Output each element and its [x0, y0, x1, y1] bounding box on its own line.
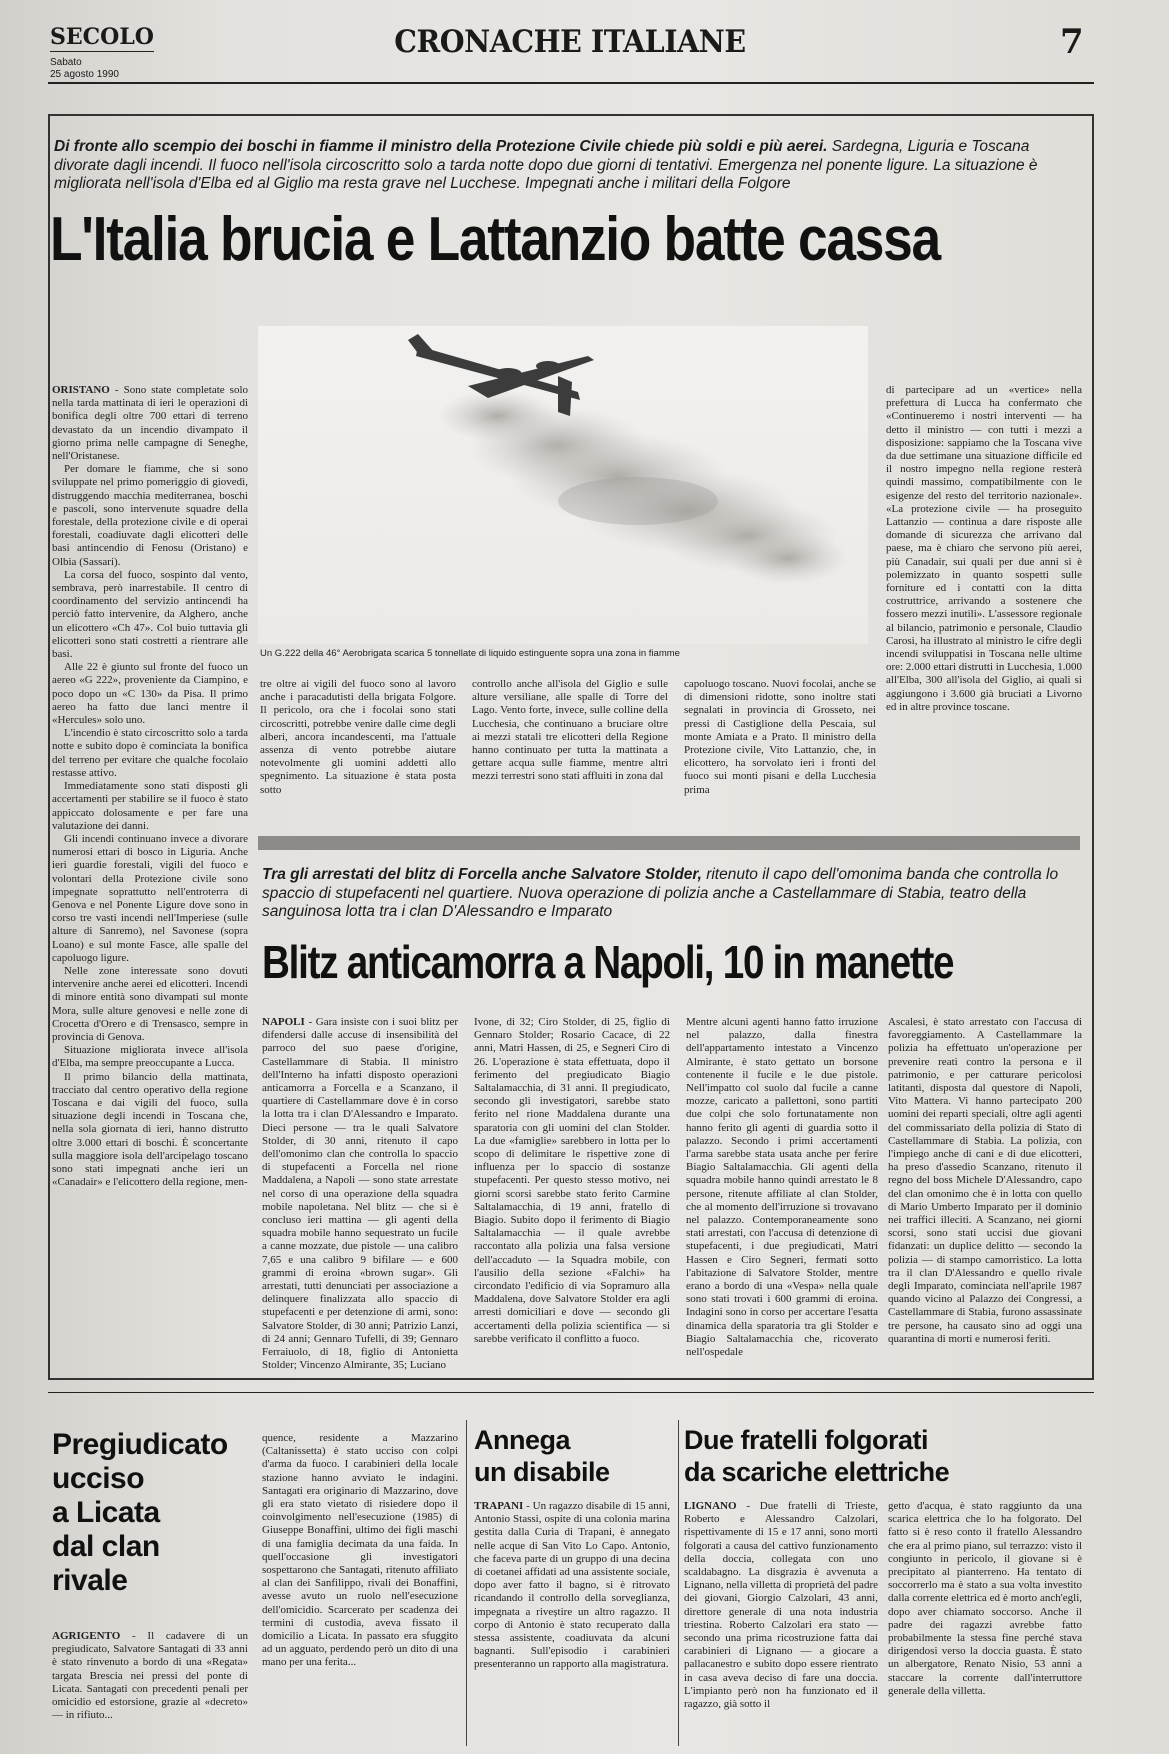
section-divider-bar: [258, 836, 1080, 850]
brief1-title-line: ucciso: [52, 1462, 145, 1495]
lead-kicker-bold: Di fronte allo scempio dei boschi in fiamme il ministro della Protezione Civile chiede più soldi e più aerei.: [54, 138, 828, 155]
lead-paragraph: Situazione migliorata invece all'isola d'Elba, ma sempre preoccupante a Lucca.: [52, 1044, 248, 1070]
lead-paragraph: La corsa del fuoco, sospinto dal vento, sembrava, però inarrestabile. Il centro di coordinamento del servizio antincendi ha perciò fatto intervenire, da Alghero, anche un elicottero «Ch 47». Col buio tuttavia gli elicotteri sono stati costretti a rientrare alle basi.: [52, 568, 248, 661]
brief2-dateline: TRAPANI: [474, 1500, 524, 1512]
second-column-3: [686, 1016, 878, 1370]
second-kicker-bold: Tra gli arrestati del blitz di Forcella anche Salvatore Stolder,: [262, 866, 702, 883]
lead-paragraph: Per domare le fiamme, che si sono sviluppate nel primo pomeriggio di giovedì, distruggendo macchia mediterranea, boschi e pascoli, sono intervenute squadre della forestale, della protezione civile e di operai forestali, coadiuvate dagli elicotteri delle basi antincendio di Fenosu (Oristano) e Olbia (Sassari).: [52, 463, 248, 568]
second-column-2: [474, 1016, 670, 1370]
brief1-title-line: a Licata: [52, 1496, 160, 1529]
brief3-text-a: - Due fratelli di Trieste, Roberto e Alessandro Calzolari, rispettivamente di 15 e 17 anni, sono morti folgorati a causa del cattivo funzionamento della doccia, collegata con uno scaldabagno. La disgrazia è avvenuta a Lignano, nella villetta di proprietà del padre dei giovani, Giorgio Calzolari, 43 anni, direttore generale di una nota industria triestina. Roberto Calzolari era stato — secondo una prima ricostruzione fatta dai carabinieri di Lignano — a giocare a pallacanestro e subito dopo essere rientrato in casa aveva deciso di fare una doccia. L'impianto però non ha funzionato ed il ragazzo, già sotto il: [684, 1500, 878, 1711]
lead-headline: L'Italia brucia e Lattanzio batte cassa: [50, 205, 940, 274]
lead-column-1: [52, 384, 248, 1340]
second-kicker: [262, 866, 1072, 922]
brief1-title-line: rivale: [52, 1564, 128, 1597]
lead-dateline: ORISTANO: [52, 384, 110, 396]
photo-aircraft: [258, 326, 868, 644]
lead-column-2-text: tre oltre ai vigili del fuoco sono al lavoro anche i paracadutisti della brigata Folgore. Il pericolo, ora che i focolai sono stati circoscritti, potrebbe venire dalle cime degli alberi, ancora incandescenti, ma l'attuale assenza di vento potrebbe aiutare notevolmente gli uomini addetti allo spegnimento. La situazione è stata posta sotto: [260, 678, 456, 796]
lead-column-4-text: capoluogo toscano. Nuovi focolai, anche se di dimensioni ridotte, sono inoltre stati segnalati in provincia di Grosseto, nei pressi di Castiglione della Pescaia, sul monte Amiata e a Prato. Il ministro della Protezione civile, Vito Lattanzio, che, in elicottero, ha sorvolato ieri i fronti del fuoco sui monti pisani e della Lucchesia prima: [684, 678, 876, 796]
lead-column-2: [260, 678, 456, 826]
brief3-title-line: da scariche elettriche: [684, 1457, 950, 1487]
brief3-column-2: [888, 1500, 1082, 1748]
briefs-divider: [466, 1420, 467, 1746]
issue-date-text: 25 agosto 1990: [50, 69, 119, 80]
brief2-column: [474, 1500, 670, 1748]
brief2-title-line: Annega: [474, 1425, 571, 1455]
brief1-column-1: [52, 1630, 248, 1748]
lead-paragraph: Il primo bilancio della mattinata, tracciato dal centro operativo della regione Toscana e dai vigili del fuoco, sulla situazione degli incendi in Toscana che, nella sola giornata di ieri, hanno distrutto oltre 3.000 ettari di boschi. È sconcertante sulla maggiore isola dell'arcipelago toscano sono stati impegnati anche ieri un «Canadair» e l'elicottero della regione, men-: [52, 1070, 248, 1189]
second-dateline: NAPOLI: [262, 1016, 305, 1028]
second-kicker-rest: ritenuto il capo dell'omonima banda che controlla lo spaccio di stupefacenti nel quartiere. Nuova operazione di polizia anche a Castellammare di Stabia, teatro della sanguinosa lotta tra i clan D'Alessandro e Imparato: [262, 866, 1059, 920]
issue-day: Sabato: [50, 57, 82, 68]
brief1-text-a: - Il cadavere di un pregiudicato, Salvatore Santagati di 33 anni è stato rinvenuto a bordo di una «Regata» targata Brescia nei pressi del ponte di Licata. Santagati con precedenti penali per omicidio ed estorsione, grazie al «decreto» — in rifiuto...: [52, 1630, 248, 1722]
lead-paragraph: Alle 22 è giunto sul fronte del fuoco un aereo «G 222», proveniente da Ciampino, e poco dopo un «C 130» da Pisa. Il primo aereo ha fatto due lanci mentre il «Hercules» solo uno.: [52, 661, 248, 727]
lead-paragraph: Nelle zone interessate sono dovuti intervenire anche aerei ed elicotteri. Incendi di minore entità sono divampati sul monte Mora, sulle alture genovesi e nelle zone di Crocetta d'Orero e di Trensasco, sempre in provincia di Genova.: [52, 964, 248, 1043]
second-column-2-text: Ivone, di 32; Ciro Stolder, di 25, figlio di Gennaro Stolder; Rosario Cacace, di 22 anni, Matri Hassen, di 25, e Segneri Ciro di 26. L'operazione è stata effettuata, dopo il ferimento del pregiudicato Biagio Saltalamacchia, di 31 anni. Il pregiudicato, secondo gli investigatori, sarebbe stato ferito nel rione Maddalena durante una sparatoria con gli uomini del clan Stolder. La due «famiglie» sarebbero in lotta per lo scopo di delimitare le rispettive zone di influenza per lo spaccio di sostanze stupefacenti. Per questo stesso motivo, nei giorni scorsi sarebbe stato ferito Carmine Saltalamacchia, di 19 anni, fratello di Biagio. Subito dopo il ferimento di Biagio Saltalamacchia — il quale avrebbe raccontato alla polizia una falsa versione dell'accaduto — la Squadra mobile, con l'ausilio della sezione «Falchi» ha circondato l'edificio di via Sopramuro alla Maddalena, dove Salvatore Stolder era agli arresti domiciliari e dove — secondo gli accertamenti della polizia scientifica — si sarebbe verificato il conflitto a fuoco.: [474, 1016, 670, 1345]
lead-kicker-rest: Sardegna, Liguria e Toscana divorate dagli incendi. Il fuoco nell'isola circoscritto solo a tarda notte dopo due giorni di tentativi. Emergenza nel ponente ligure. La situazione è migliorata nell'isola d'Elba ed al Giglio ma resta grave nel Lucchese. Impegnati anche i militari della Folgore: [54, 138, 1038, 192]
section-title: CRONACHE ITALIANE: [394, 24, 746, 60]
page-number: 7: [1060, 22, 1084, 62]
briefs-divider: [678, 1420, 679, 1746]
aircraft-drop-illustration: [258, 326, 868, 644]
brief3-title: [684, 1424, 1084, 1488]
second-column-4-text: Ascalesi, è stato arrestato con l'accusa di favoreggiamento. A Castellammare la polizia ha effettuato un'operazione per prevenire reati contro la persona e il patrimonio, e per catturare pericolosi latitanti, disposta dal questore di Napoli, Vito Mattera. Vi hanno partecipato 200 uomini dei reparti speciali, oltre agli agenti del commissariato della polizia di Stato di Castellammare di Stabia. La polizia, con l'impiego anche di cani e di due elicotteri, ha preso d'assedio Scanzano, ritenuto il regno del boss Michele D'Alessandro, capo del clan omonimo che è in lotta con quello di Mario Umberto Imparato per il dominio nei traffici illeciti. A Scanzano, nei giorni scorsi, sono stati uccisi due giovani fidanzati: un duplice delitto — secondo la polizia — di stampo camorristico. La lotta tra il clan D'Alessandro e quello rivale degli Imparato, cominciata nell'aprile 1987 quando vicino al Palazzo dei Congressi, a Castellammare di Stabia, furono assassinate tre persone, ha causato sino ad oggi una quarantina di morti e numerosi feriti.: [888, 1016, 1082, 1345]
lead-paragraph: Immediatamente sono stati disposti gli accertamenti per stabilire se il fuoco è stato appiccato dolosamente e per fare una valutazione dei danni.: [52, 780, 248, 832]
brief3-dateline: LIGNANO: [684, 1500, 737, 1512]
brief1-title: [52, 1428, 252, 1598]
masthead-rule: [48, 82, 1094, 84]
brief1-text-b: quence, residente a Mazzarino (Caltanissetta) è stato ucciso con colpi d'arma da fuoco. I carabinieri della locale stazione hanno avviato le indagini. Santagati era originario di Mazzarino, dove gli era stato vietato di risiedere dopo il coinvolgimento nell'esecuzione (1985) di Giuseppe Bonaffini, ultimo dei figli maschi di una famiglia decimata da una faida. In quell'occasione gli investigatori sospettarono che Santagati, ritenuto affiliato al clan dei Sanfilippo, rivali dei Bonaffini, avesse avuto un ruolo nell'esecuzione dell'omicidio. Scarcerato per scadenza dei termini di custodia, aveva fissato il domicilio a Licata. In passato era sfuggito ad un agguato, perdendo però un dito di una mano per una ferita...: [262, 1432, 458, 1669]
lead-column-4: [684, 678, 876, 826]
brief2-title: [474, 1424, 670, 1488]
brief1-title-line: dal clan: [52, 1530, 160, 1563]
lead-column-3-text: controllo anche all'isola del Giglio e sulle alture versiliane, alle spalle di Torre del Lago. Vento forte, invece, sulle colline della Lucchesia, che continuano a bruciare oltre ai mezzi statali tre elicotteri della Regione hanno continuato per tutta la mattinata a gettare acqua sulle fiamme, mentre altri mezzi terrestri sono stati affluiti in zona dal: [472, 678, 668, 783]
brief3-title-line: Due fratelli folgorati: [684, 1425, 929, 1455]
lead-paragraph: - Sono state completate solo nella tarda mattinata di ieri le operazioni di bonifica degli oltre 700 ettari di terreno devastato da un incendio divampato il giorno prima nelle campagne di Seneghe, nell'Oristanese.: [52, 384, 248, 463]
second-headline: Blitz anticamorra a Napoli, 10 in manette: [262, 936, 954, 988]
lead-kicker: [54, 138, 1084, 194]
lead-column-5-text: di partecipare ad un «vertice» nella prefettura di Lucca ha confermato che «Continueremo i nostri interventi — ha detto il ministro — con tutti i mezzi a disposizione: sappiamo che la Toscana vive da due settimane una situazione difficile ed il nostro impegno nella regione resterà quindi massimo, compatibilmente con le esigenze del resto del territorio nazionale». «La protezione civile — ha proseguito Lattanzio — continua a dare risposte alle domande di sicurezza che arrivano dal paese, ma è chiaro che servono più aerei, più Canadair, sui quali per due anni si è polemizzato in quanto sospetti sulle forniture ed i contatti con la ditta costruttrice, arrivando a sostenere che fossero mezzi inutili». L'assessore regionale al bilancio, patrimonio e personale, Claudio Carosi, ha illustrato al ministro le cifre degli incendi sviluppatisi in Toscana nelle ultime ore: 2.000 ettari distrutti in Lucchesia, 1.000 all'Elba, 300 all'isola del Giglio, ai quali si aggiungono i 3.600 già bruciati a Livorno ed in altre province toscane.: [886, 384, 1082, 713]
second-column-4: [888, 1016, 1082, 1370]
briefs-top-rule: [48, 1392, 1094, 1393]
brief2-text: - Un ragazzo disabile di 15 anni, Antonio Stassi, ospite di una colonia marina gestita dalla Curia di Trapani, è annegato nelle acque di San Vito Lo Capo. Antonio, che faceva parte di un gruppo di una decina di coetanei affidati ad una assistente sociale, dopo aver fatto il bagno, si è ritrovato ricandando il controllo della sorveglianza, impegnata a riveștire un altro ragazzo. Il corpo di Antonio è stato recuperato dalla stessa assistente, coadiuvata da alcuni bagnanti. Sull'episodio i carabinieri presenteranno un rapporto alla magistratura.: [474, 1500, 670, 1671]
brief1-title-line: Pregiudicato: [52, 1428, 228, 1461]
lead-paragraph: Gli incendi continuano invece a divorare numerosi ettari di bosco in Liguria. Anche ieri guardie forestali, vigili del fuoco e volontari della Protezione civile sono impegnate soprattutto nell'entroterra di Genova e nel Ponente Ligure dove sono in corso tre vasti incendi nell'Imperiese (sulle alture di Sanremo), nel Savonese (sopra Loano) e sul monte Fasce, alle spalle del capoluogo ligure.: [52, 832, 248, 964]
brief1-dateline: AGRIGENTO: [52, 1630, 121, 1642]
brief2-title-line: un disabile: [474, 1457, 610, 1487]
brief3-column-1: [684, 1500, 878, 1748]
brief1-column-2: [262, 1432, 458, 1748]
second-column-1: [262, 1016, 458, 1370]
second-column-1-text: - Gara insiste con i suoi blitz per difendersi dalle accuse di insensibilità del parroco del suo paese d'origine, Castellammare di Stabia. Il ministro dell'Interno ha infatti disposto operazioni anticamorra a Forcella e a Scanzano, il quartiere di Castellammare dove è in corso la lotta tra i clan D'Alessandro e Imparato. Dieci persone — tra le quali Salvatore Stolder, di 30 anni, ritenuto il capo dell'omonimo clan che controlla lo spaccio di stupefacenti a Forcella nel rione Maddalena, a Napoli — sono state arrestate nel corso di una operazione della squadra mobile napoletana. Nel blitz — che si è concluso ieri mattina — gli agenti della squadra mobile hanno sequestrato un fucile a canne mozzate, due pistole — una calibro 7,65 e una calibro 9 bifilare — e 600 grammi di eroina «brown sugar». Gli arrestati, tutti denunciati per associazione a delinquere finalizzata allo spaccio di stupefacenti e per detenzione di armi, sono: Salvatore Stolder, di 30 anni; Patrizio Lanzi, di 24 anni; Gennaro Tufelli, di 39; Gennaro Ferraiuolo, di 18, figlio di Antonietta Stolder; Vincenzo Almirante, 35; Luciano: [262, 1016, 458, 1370]
lead-column-5: [886, 384, 1082, 826]
photo-caption: Un G.222 della 46° Aerobrigata scarica 5 tonnellate di liquido estinguente sopra una zona in fiamme: [260, 648, 680, 659]
issue-date: [50, 57, 160, 81]
lead-column-3: [472, 678, 668, 826]
second-column-3-text: Mentre alcuni agenti hanno fatto irruzione nel palazzo, dalla finestra dell'appartamento intestato a Vincenzo Almirante, è stato gettato un borsone contenente il fucile e le due pistole. Nell'impatto col suolo dal fucile a canne mozze, caricato a pallettoni, sono partiti due colpi che solo fortunatamente non hanno ferito gli agenti di guardia sotto il palazzo. Secondo i primi accertamenti l'arma sarebbe stata usata anche per ferire Biagio Saltalamacchia. Gli agenti della squadra mobile hanno quindi arrestato le 8 persone, ritenute affiliate al clan Stolder, che al momento dell'irruzione si trovavano nel palazzo. Contemporaneamente sono stati arrestati, con l'accusa di detenzione di stupefacenti, i due pregiudicati, Matri Hassen e Ciro Segneri, fermati sotto l'abitazione di Salvatore Stolder, mentre erano a bordo di una «Vespa» nella quale sono stati trovati i 600 grammi di eroina. Indagini sono in corso per accertare l'esatta dinamica della sparatoria tra gli Stolder e Biagio Saltalamacchia che, ricoverato nell'ospedale: [686, 1016, 878, 1359]
lead-paragraph: L'incendio è stato circoscritto solo a tarda notte e subito dopo è cominciata la bonifica del terreno per evitare che qualche focolaio restasse attivo.: [52, 727, 248, 779]
newspaper-logo: SECOLO: [50, 24, 154, 50]
brief3-text-b: getto d'acqua, è stato raggiunto da una scarica elettrica che lo ha folgorato. Del fatto si è reso conto il fratello Alessandro che era al primo piano, sul terrazzo: visto il congiunto in pericolo, il giovane si è precipitato al pianterreno. Ha tentato di soccorrerlo ma è stato a sua volta investito dalla corrente elettrica ed è morto anch'egli, dopo aver chiamato soccorso. Anche il padre dei ragazzi avrebbe fatto probabilmente la stessa fine perché stava dirigendosi verso la doccia guasta. È stato un albergatore, Renato Nisio, 53 anni a staccare la corrente dall'interruttore generale della villetta.: [888, 1500, 1082, 1697]
